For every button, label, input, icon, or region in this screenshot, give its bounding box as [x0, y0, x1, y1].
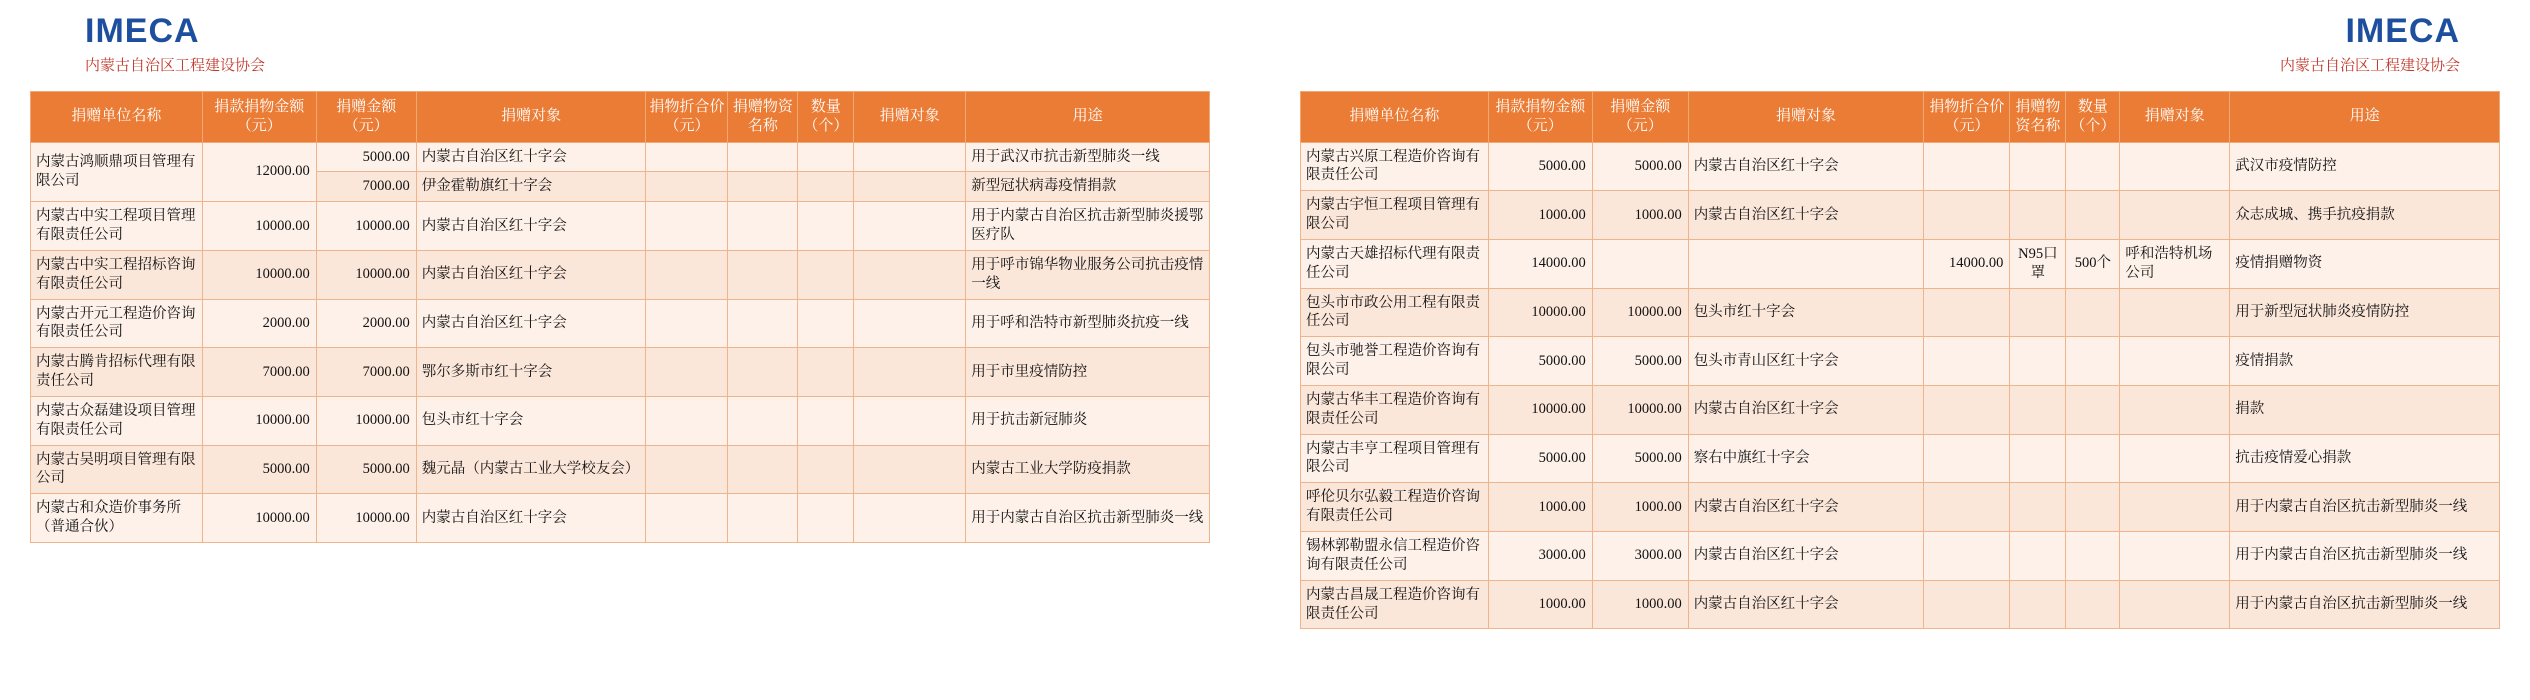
header-cell-use: 用途: [966, 92, 1210, 143]
cell-use: 用于抗击新冠肺炎: [966, 396, 1210, 445]
brand-subtitle-left: 内蒙古自治区工程建设协会: [85, 58, 266, 74]
cell-goods-qty: [2066, 532, 2120, 581]
table-row: [1301, 580, 2500, 629]
cell-total-amount: 5000.00: [1488, 434, 1592, 483]
cell-donation-target: 内蒙古自治区红十字会: [416, 299, 646, 348]
cell-use: 用于呼和浩特市新型肺炎抗疫一线: [966, 299, 1210, 348]
cell-goods-name: [2010, 288, 2066, 337]
cell-goods-qty: [798, 396, 854, 445]
cell-goods-target: [854, 299, 966, 348]
cell-goods-name: [728, 494, 798, 543]
cell-goods-target: [2120, 580, 2230, 629]
cell-goods-name: N95口罩: [2010, 239, 2066, 288]
cell-goods-qty: 500个: [2066, 239, 2120, 288]
cell-total-amount: 1000.00: [1488, 191, 1592, 240]
cell-unit-name: 内蒙古中实工程招标咨询有限责任公司: [31, 250, 203, 299]
cell-total-amount: 5000.00: [202, 445, 316, 494]
table-row: [1301, 385, 2500, 434]
cell-total-amount: 1000.00: [1488, 483, 1592, 532]
cell-goods-name: [728, 202, 798, 251]
cell-goods-value: [1924, 288, 2010, 337]
cell-total-amount: 12000.00: [202, 142, 316, 202]
donation-table-right: [1300, 91, 2500, 629]
cell-use: 用于内蒙古自治区抗击新型肺炎一线: [966, 494, 1210, 543]
cell-donation-target: 察右中旗红十字会: [1688, 434, 1924, 483]
cell-goods-value: [1924, 142, 2010, 191]
cell-goods-value: [1924, 337, 2010, 386]
cell-unit-name: 内蒙古天雄招标代理有限责任公司: [1301, 239, 1489, 288]
cell-goods-qty: [2066, 434, 2120, 483]
cell-goods-qty: [2066, 191, 2120, 240]
cell-donation-target: 内蒙古自治区红十字会: [416, 494, 646, 543]
cell-unit-name: 内蒙古开元工程造价咨询有限责任公司: [31, 299, 203, 348]
table-row: [1301, 483, 2500, 532]
cell-total-amount: 10000.00: [1488, 288, 1592, 337]
table-row: [1301, 337, 2500, 386]
cell-goods-value: [1924, 580, 2010, 629]
cell-use: 众志成城、携手抗疫捐款: [2230, 191, 2500, 240]
cell-donation-target: 内蒙古自治区红十字会: [416, 142, 646, 172]
cell-goods-qty: [2066, 337, 2120, 386]
cell-goods-target: [2120, 483, 2230, 532]
right-header: [1300, 0, 2500, 75]
cell-goods-value: [646, 250, 728, 299]
cell-use: 用于武汉市抗击新型肺炎一线: [966, 142, 1210, 172]
cell-total-amount: 1000.00: [1488, 580, 1592, 629]
header-cell-goods-name: 捐赠物资名称: [728, 92, 798, 143]
cell-total-amount: 10000.00: [202, 494, 316, 543]
cell-donation-amount: 10000.00: [316, 202, 416, 251]
cell-donation-amount: 2000.00: [316, 299, 416, 348]
cell-donation-amount: 1000.00: [1592, 483, 1688, 532]
cell-goods-value: [646, 348, 728, 397]
header-cell-total: 捐款捐物金额（元）: [202, 92, 316, 143]
cell-goods-name: [728, 142, 798, 172]
cell-goods-name: [728, 299, 798, 348]
cell-goods-name: [2010, 337, 2066, 386]
cell-total-amount: 7000.00: [202, 348, 316, 397]
donation-table-left: [30, 91, 1210, 543]
table-header-left: [31, 92, 1210, 143]
table-header-right: [1301, 92, 2500, 143]
cell-total-amount: 10000.00: [202, 250, 316, 299]
cell-donation-target: 内蒙古自治区红十字会: [1688, 532, 1924, 581]
header-row: [1301, 92, 2500, 143]
cell-goods-name: [728, 250, 798, 299]
header-cell-use: 用途: [2230, 92, 2500, 143]
cell-donation-amount: 1000.00: [1592, 580, 1688, 629]
cell-donation-amount: 10000.00: [316, 250, 416, 299]
brand-logo-right: IMECA: [2345, 12, 2460, 50]
cell-use: 抗击疫情爱心捐款: [2230, 434, 2500, 483]
header-cell-goods-target: 捐赠对象: [2120, 92, 2230, 143]
cell-goods-qty: [798, 299, 854, 348]
table-row: [31, 494, 1210, 543]
cell-goods-name: [2010, 532, 2066, 581]
cell-goods-value: [646, 172, 728, 202]
cell-goods-value: [646, 299, 728, 348]
cell-unit-name: 内蒙古吴明项目管理有限公司: [31, 445, 203, 494]
cell-donation-amount: 10000.00: [1592, 288, 1688, 337]
cell-goods-name: [728, 348, 798, 397]
cell-goods-qty: [2066, 580, 2120, 629]
cell-goods-target: [854, 445, 966, 494]
left-panel: [30, 0, 1210, 543]
cell-goods-target: [2120, 385, 2230, 434]
table-body-right: [1301, 142, 2500, 629]
cell-donation-amount: 7000.00: [316, 348, 416, 397]
cell-donation-amount: 5000.00: [316, 142, 416, 172]
cell-goods-name: [728, 172, 798, 202]
header-cell-unit: 捐赠单位名称: [1301, 92, 1489, 143]
cell-goods-target: [854, 202, 966, 251]
cell-goods-name: [2010, 483, 2066, 532]
cell-donation-target: 魏元晶（内蒙古工业大学校友会）: [416, 445, 646, 494]
cell-goods-value: 14000.00: [1924, 239, 2010, 288]
cell-goods-name: [2010, 580, 2066, 629]
cell-total-amount: 14000.00: [1488, 239, 1592, 288]
table-row: [1301, 532, 2500, 581]
brand-logo-left: IMECA: [85, 12, 200, 50]
cell-total-amount: 10000.00: [202, 396, 316, 445]
header-cell-qty: 数量（个）: [2066, 92, 2120, 143]
header-cell-target: 捐赠对象: [416, 92, 646, 143]
cell-goods-target: [2120, 337, 2230, 386]
cell-goods-qty: [798, 445, 854, 494]
cell-donation-target: 内蒙古自治区红十字会: [416, 202, 646, 251]
cell-goods-qty: [2066, 288, 2120, 337]
cell-unit-name: 内蒙古华丰工程造价咨询有限责任公司: [1301, 385, 1489, 434]
table-row: [1301, 142, 2500, 191]
cell-goods-qty: [2066, 483, 2120, 532]
cell-goods-target: [2120, 191, 2230, 240]
cell-goods-value: [1924, 385, 2010, 434]
cell-donation-target: 内蒙古自治区红十字会: [1688, 580, 1924, 629]
cell-donation-target: 包头市青山区红十字会: [1688, 337, 1924, 386]
table-body-left: [31, 142, 1210, 543]
cell-unit-name: 内蒙古众磊建设项目管理有限责任公司: [31, 396, 203, 445]
header-cell-goods-name: 捐赠物资名称: [2010, 92, 2066, 143]
cell-goods-target: [2120, 434, 2230, 483]
cell-use: 武汉市疫情防控: [2230, 142, 2500, 191]
cell-goods-value: [646, 142, 728, 172]
cell-unit-name: 包头市市政公用工程有限责任公司: [1301, 288, 1489, 337]
cell-goods-target: 呼和浩特机场公司: [2120, 239, 2230, 288]
cell-goods-qty: [798, 172, 854, 202]
cell-goods-target: [854, 396, 966, 445]
cell-use: 捐款: [2230, 385, 2500, 434]
cell-total-amount: 2000.00: [202, 299, 316, 348]
brand-subtitle-right: 内蒙古自治区工程建设协会: [2279, 58, 2460, 74]
header-cell-goods-value: 捐物折合价（元）: [1924, 92, 2010, 143]
cell-goods-target: [2120, 532, 2230, 581]
right-panel: [1300, 0, 2500, 629]
left-header: [30, 0, 1210, 75]
cell-donation-target: [1688, 239, 1924, 288]
cell-donation-amount: 1000.00: [1592, 191, 1688, 240]
table-row: [31, 142, 1210, 172]
cell-goods-value: [1924, 191, 2010, 240]
cell-donation-amount: 10000.00: [316, 494, 416, 543]
cell-goods-name: [2010, 142, 2066, 191]
cell-donation-target: 包头市红十字会: [1688, 288, 1924, 337]
cell-donation-target: 内蒙古自治区红十字会: [1688, 191, 1924, 240]
cell-total-amount: 3000.00: [1488, 532, 1592, 581]
header-cell-unit: 捐赠单位名称: [31, 92, 203, 143]
cell-unit-name: 内蒙古兴原工程造价咨询有限责任公司: [1301, 142, 1489, 191]
header-cell-target: 捐赠对象: [1688, 92, 1924, 143]
cell-donation-target: 内蒙古自治区红十字会: [416, 250, 646, 299]
cell-goods-target: [2120, 288, 2230, 337]
header-cell-amount: 捐赠金额（元）: [316, 92, 416, 143]
table-row: [31, 348, 1210, 397]
cell-use: 内蒙古工业大学防疫捐款: [966, 445, 1210, 494]
cell-goods-name: [2010, 385, 2066, 434]
cell-goods-qty: [798, 250, 854, 299]
cell-unit-name: 内蒙古昌晟工程造价咨询有限责任公司: [1301, 580, 1489, 629]
cell-use: 疫情捐赠物资: [2230, 239, 2500, 288]
cell-donation-amount: 5000.00: [1592, 337, 1688, 386]
header-cell-amount: 捐赠金额（元）: [1592, 92, 1688, 143]
header-cell-qty: 数量（个）: [798, 92, 854, 143]
cell-donation-amount: 10000.00: [1592, 385, 1688, 434]
cell-donation-amount: 5000.00: [316, 445, 416, 494]
cell-goods-qty: [2066, 385, 2120, 434]
cell-donation-amount: 10000.00: [316, 396, 416, 445]
cell-goods-target: [854, 250, 966, 299]
cell-goods-value: [1924, 483, 2010, 532]
cell-total-amount: 10000.00: [1488, 385, 1592, 434]
cell-goods-value: [646, 494, 728, 543]
cell-use: 用于内蒙古自治区抗击新型肺炎一线: [2230, 483, 2500, 532]
cell-use: 用于内蒙古自治区抗击新型肺炎一线: [2230, 532, 2500, 581]
cell-unit-name: 包头市驰誉工程造价咨询有限公司: [1301, 337, 1489, 386]
cell-total-amount: 10000.00: [202, 202, 316, 251]
cell-goods-name: [2010, 191, 2066, 240]
table-row: [1301, 288, 2500, 337]
cell-goods-name: [728, 396, 798, 445]
cell-total-amount: 5000.00: [1488, 337, 1592, 386]
header-row: [31, 92, 1210, 143]
table-row: [1301, 239, 2500, 288]
cell-goods-target: [854, 494, 966, 543]
cell-goods-qty: [798, 202, 854, 251]
cell-goods-qty: [798, 348, 854, 397]
table-row: [31, 299, 1210, 348]
cell-use: 新型冠状病毒疫情捐款: [966, 172, 1210, 202]
cell-goods-value: [646, 445, 728, 494]
cell-donation-target: 内蒙古自治区红十字会: [1688, 385, 1924, 434]
cell-donation-target: 内蒙古自治区红十字会: [1688, 483, 1924, 532]
cell-donation-target: 内蒙古自治区红十字会: [1688, 142, 1924, 191]
cell-donation-amount: [1592, 239, 1688, 288]
cell-goods-name: [2010, 434, 2066, 483]
cell-use: 用于市里疫情防控: [966, 348, 1210, 397]
header-cell-goods-target: 捐赠对象: [854, 92, 966, 143]
cell-unit-name: 内蒙古中实工程项目管理有限责任公司: [31, 202, 203, 251]
header-cell-goods-value: 捐物折合价（元）: [646, 92, 728, 143]
cell-goods-value: [646, 396, 728, 445]
cell-unit-name: 内蒙古丰亨工程项目管理有限公司: [1301, 434, 1489, 483]
header-cell-total: 捐款捐物金额（元）: [1488, 92, 1592, 143]
cell-donation-target: 鄂尔多斯市红十字会: [416, 348, 646, 397]
cell-donation-amount: 5000.00: [1592, 142, 1688, 191]
cell-donation-amount: 7000.00: [316, 172, 416, 202]
cell-goods-qty: [2066, 142, 2120, 191]
cell-use: 疫情捐款: [2230, 337, 2500, 386]
cell-goods-target: [854, 172, 966, 202]
cell-unit-name: 内蒙古和众造价事务所（普通合伙）: [31, 494, 203, 543]
cell-donation-target: 伊金霍勒旗红十字会: [416, 172, 646, 202]
table-row: [31, 250, 1210, 299]
cell-total-amount: 5000.00: [1488, 142, 1592, 191]
table-row: [31, 202, 1210, 251]
cell-unit-name: 内蒙古宇恒工程项目管理有限公司: [1301, 191, 1489, 240]
cell-donation-amount: 5000.00: [1592, 434, 1688, 483]
cell-goods-qty: [798, 142, 854, 172]
cell-donation-amount: 3000.00: [1592, 532, 1688, 581]
cell-goods-target: [854, 348, 966, 397]
cell-goods-target: [2120, 142, 2230, 191]
cell-unit-name: 内蒙古腾肯招标代理有限责任公司: [31, 348, 203, 397]
cell-use: 用于新型冠状肺炎疫情防控: [2230, 288, 2500, 337]
table-row: [31, 396, 1210, 445]
cell-unit-name: 锡林郭勒盟永信工程造价咨询有限责任公司: [1301, 532, 1489, 581]
cell-goods-name: [728, 445, 798, 494]
cell-use: 用于呼市锦华物业服务公司抗击疫情一线: [966, 250, 1210, 299]
cell-goods-target: [854, 142, 966, 172]
cell-goods-value: [1924, 532, 2010, 581]
table-row: [31, 445, 1210, 494]
cell-use: 用于内蒙古自治区抗击新型肺炎援鄂医疗队: [966, 202, 1210, 251]
cell-use: 用于内蒙古自治区抗击新型肺炎一线: [2230, 580, 2500, 629]
table-row: [1301, 191, 2500, 240]
cell-goods-value: [646, 202, 728, 251]
cell-goods-qty: [798, 494, 854, 543]
cell-goods-value: [1924, 434, 2010, 483]
cell-unit-name: 呼伦贝尔弘毅工程造价咨询有限责任公司: [1301, 483, 1489, 532]
cell-donation-target: 包头市红十字会: [416, 396, 646, 445]
cell-unit-name: 内蒙古鸿顺鼎项目管理有限公司: [31, 142, 203, 202]
table-row: [1301, 434, 2500, 483]
